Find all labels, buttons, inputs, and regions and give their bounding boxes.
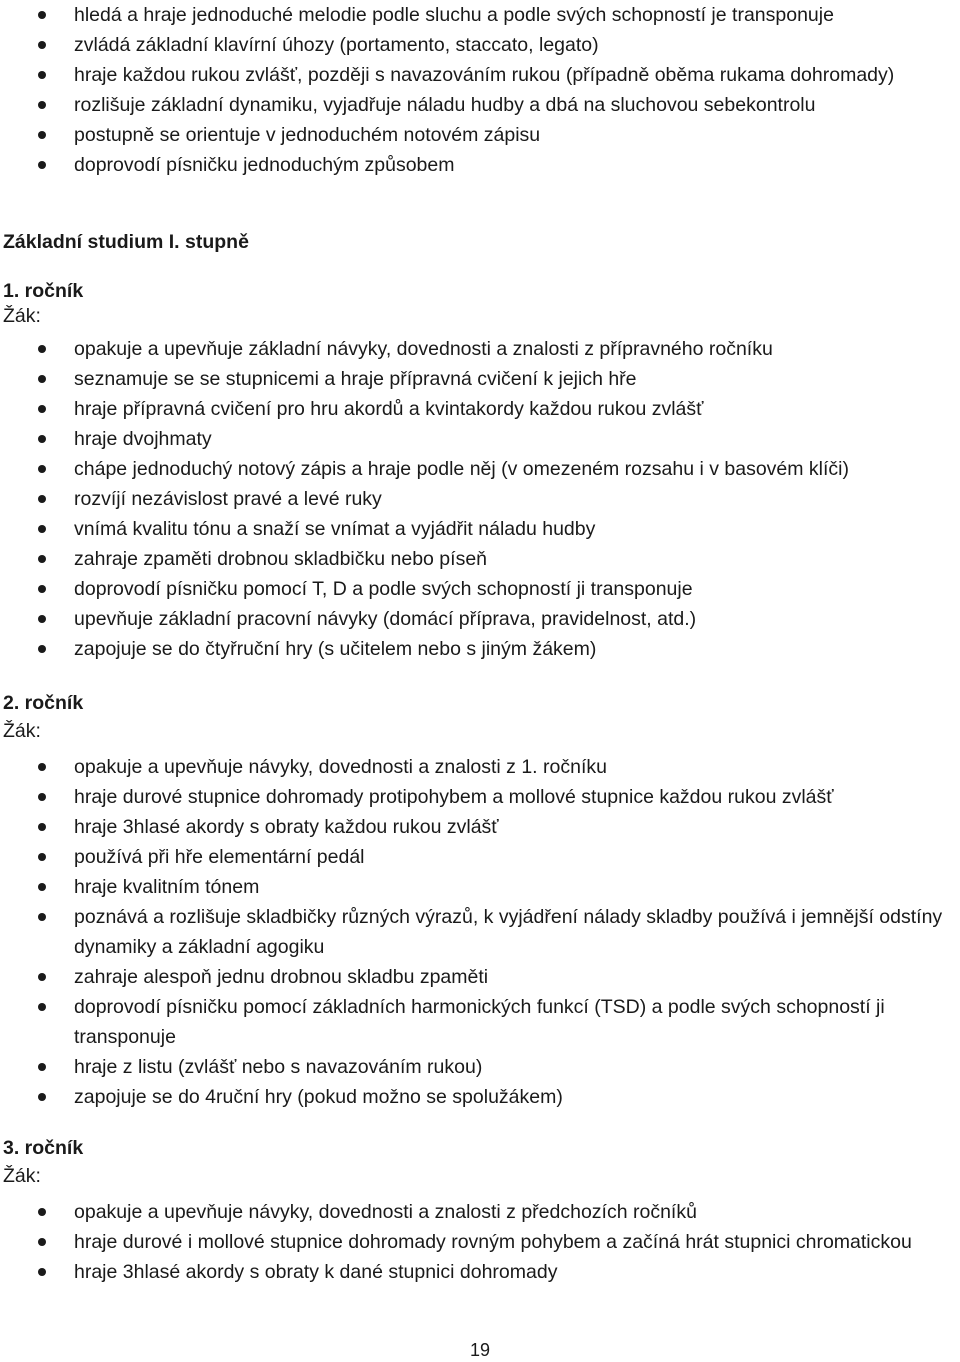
list-item: hraje durové i mollové stupnice dohromady rovným pohybem a začíná hrát stupnici chromatickou (0, 1227, 960, 1257)
list-item: hraje z listu (zvlášť nebo s navazováním rukou) (0, 1052, 960, 1082)
list-item: hledá a hraje jednoduché melodie podle sluchu a podle svých schopností je transponuje (0, 0, 960, 30)
list-item: hraje 3hlasé akordy s obraty k dané stupnici dohromady (0, 1257, 960, 1287)
grade-title: 2. ročník (3, 692, 84, 714)
intro-list (0, 0, 960, 180)
section-title: Základní studium I. stupně (3, 231, 249, 253)
grade-title: 1. ročník (3, 280, 84, 302)
list-item: zapojuje se do 4ruční hry (pokud možno se spolužákem) (0, 1082, 960, 1112)
list-item: hraje durové stupnice dohromady protipohybem a mollové stupnice každou rukou zvlášť (0, 782, 960, 812)
student-label: Žák: (3, 1165, 41, 1187)
list-item: opakuje a upevňuje základní návyky, dovednosti a znalosti z přípravného ročníku (0, 334, 960, 364)
list-item: hraje dvojhmaty (0, 424, 960, 454)
list-item: upevňuje základní pracovní návyky (domácí příprava, pravidelnost, atd.) (0, 604, 960, 634)
list-item: zapojuje se do čtyřruční hry (s učitelem nebo s jiným žákem) (0, 634, 960, 664)
list-item: vnímá kvalitu tónu a snaží se vnímat a vyjádřit náladu hudby (0, 514, 960, 544)
list-item: hraje 3hlasé akordy s obraty každou rukou zvlášť (0, 812, 960, 842)
list-item: hraje přípravná cvičení pro hru akordů a kvintakordy každou rukou zvlášť (0, 394, 960, 424)
list-item: hraje každou rukou zvlášť, později s navazováním rukou (případně oběma rukama dohromady) (0, 60, 960, 90)
list-item: zvládá základní klavírní úhozy (portamento, staccato, legato) (0, 30, 960, 60)
grade-3-list (0, 1197, 960, 1287)
grade-2-list (0, 752, 960, 1112)
list-item: rozlišuje základní dynamiku, vyjadřuje náladu hudby a dbá na sluchovou sebekontrolu (0, 90, 960, 120)
list-item: doprovodí písničku pomocí základních harmonických funkcí (TSD) a podle svých schopností ji transponuje (0, 992, 960, 1052)
student-label: Žák: (3, 305, 41, 327)
page-number: 19 (469, 1340, 491, 1360)
list-item: opakuje a upevňuje návyky, dovednosti a znalosti z předchozích ročníků (0, 1197, 960, 1227)
student-label: Žák: (3, 720, 41, 742)
list-item: hraje kvalitním tónem (0, 872, 960, 902)
list-item: poznává a rozlišuje skladbičky různých výrazů, k vyjádření nálady skladby používá i jemnější odstíny dynamiky a základní agogiku (0, 902, 960, 962)
list-item: používá při hře elementární pedál (0, 842, 960, 872)
list-item: doprovodí písničku pomocí T, D a podle svých schopností ji transponuje (0, 574, 960, 604)
list-item: chápe jednoduchý notový zápis a hraje podle něj (v omezeném rozsahu i v basovém klíči) (0, 454, 960, 484)
grade-title: 3. ročník (3, 1137, 84, 1159)
list-item: zahraje alespoň jednu drobnou skladbu zpaměti (0, 962, 960, 992)
list-item: opakuje a upevňuje návyky, dovednosti a znalosti z 1. ročníku (0, 752, 960, 782)
list-item: doprovodí písničku jednoduchým způsobem (0, 150, 960, 180)
list-item: seznamuje se se stupnicemi a hraje přípravná cvičení k jejich hře (0, 364, 960, 394)
list-item: rozvíjí nezávislost pravé a levé ruky (0, 484, 960, 514)
grade-1-list (0, 334, 960, 664)
list-item: zahraje zpaměti drobnou skladbičku nebo píseň (0, 544, 960, 574)
list-item: postupně se orientuje v jednoduchém notovém zápisu (0, 120, 960, 150)
